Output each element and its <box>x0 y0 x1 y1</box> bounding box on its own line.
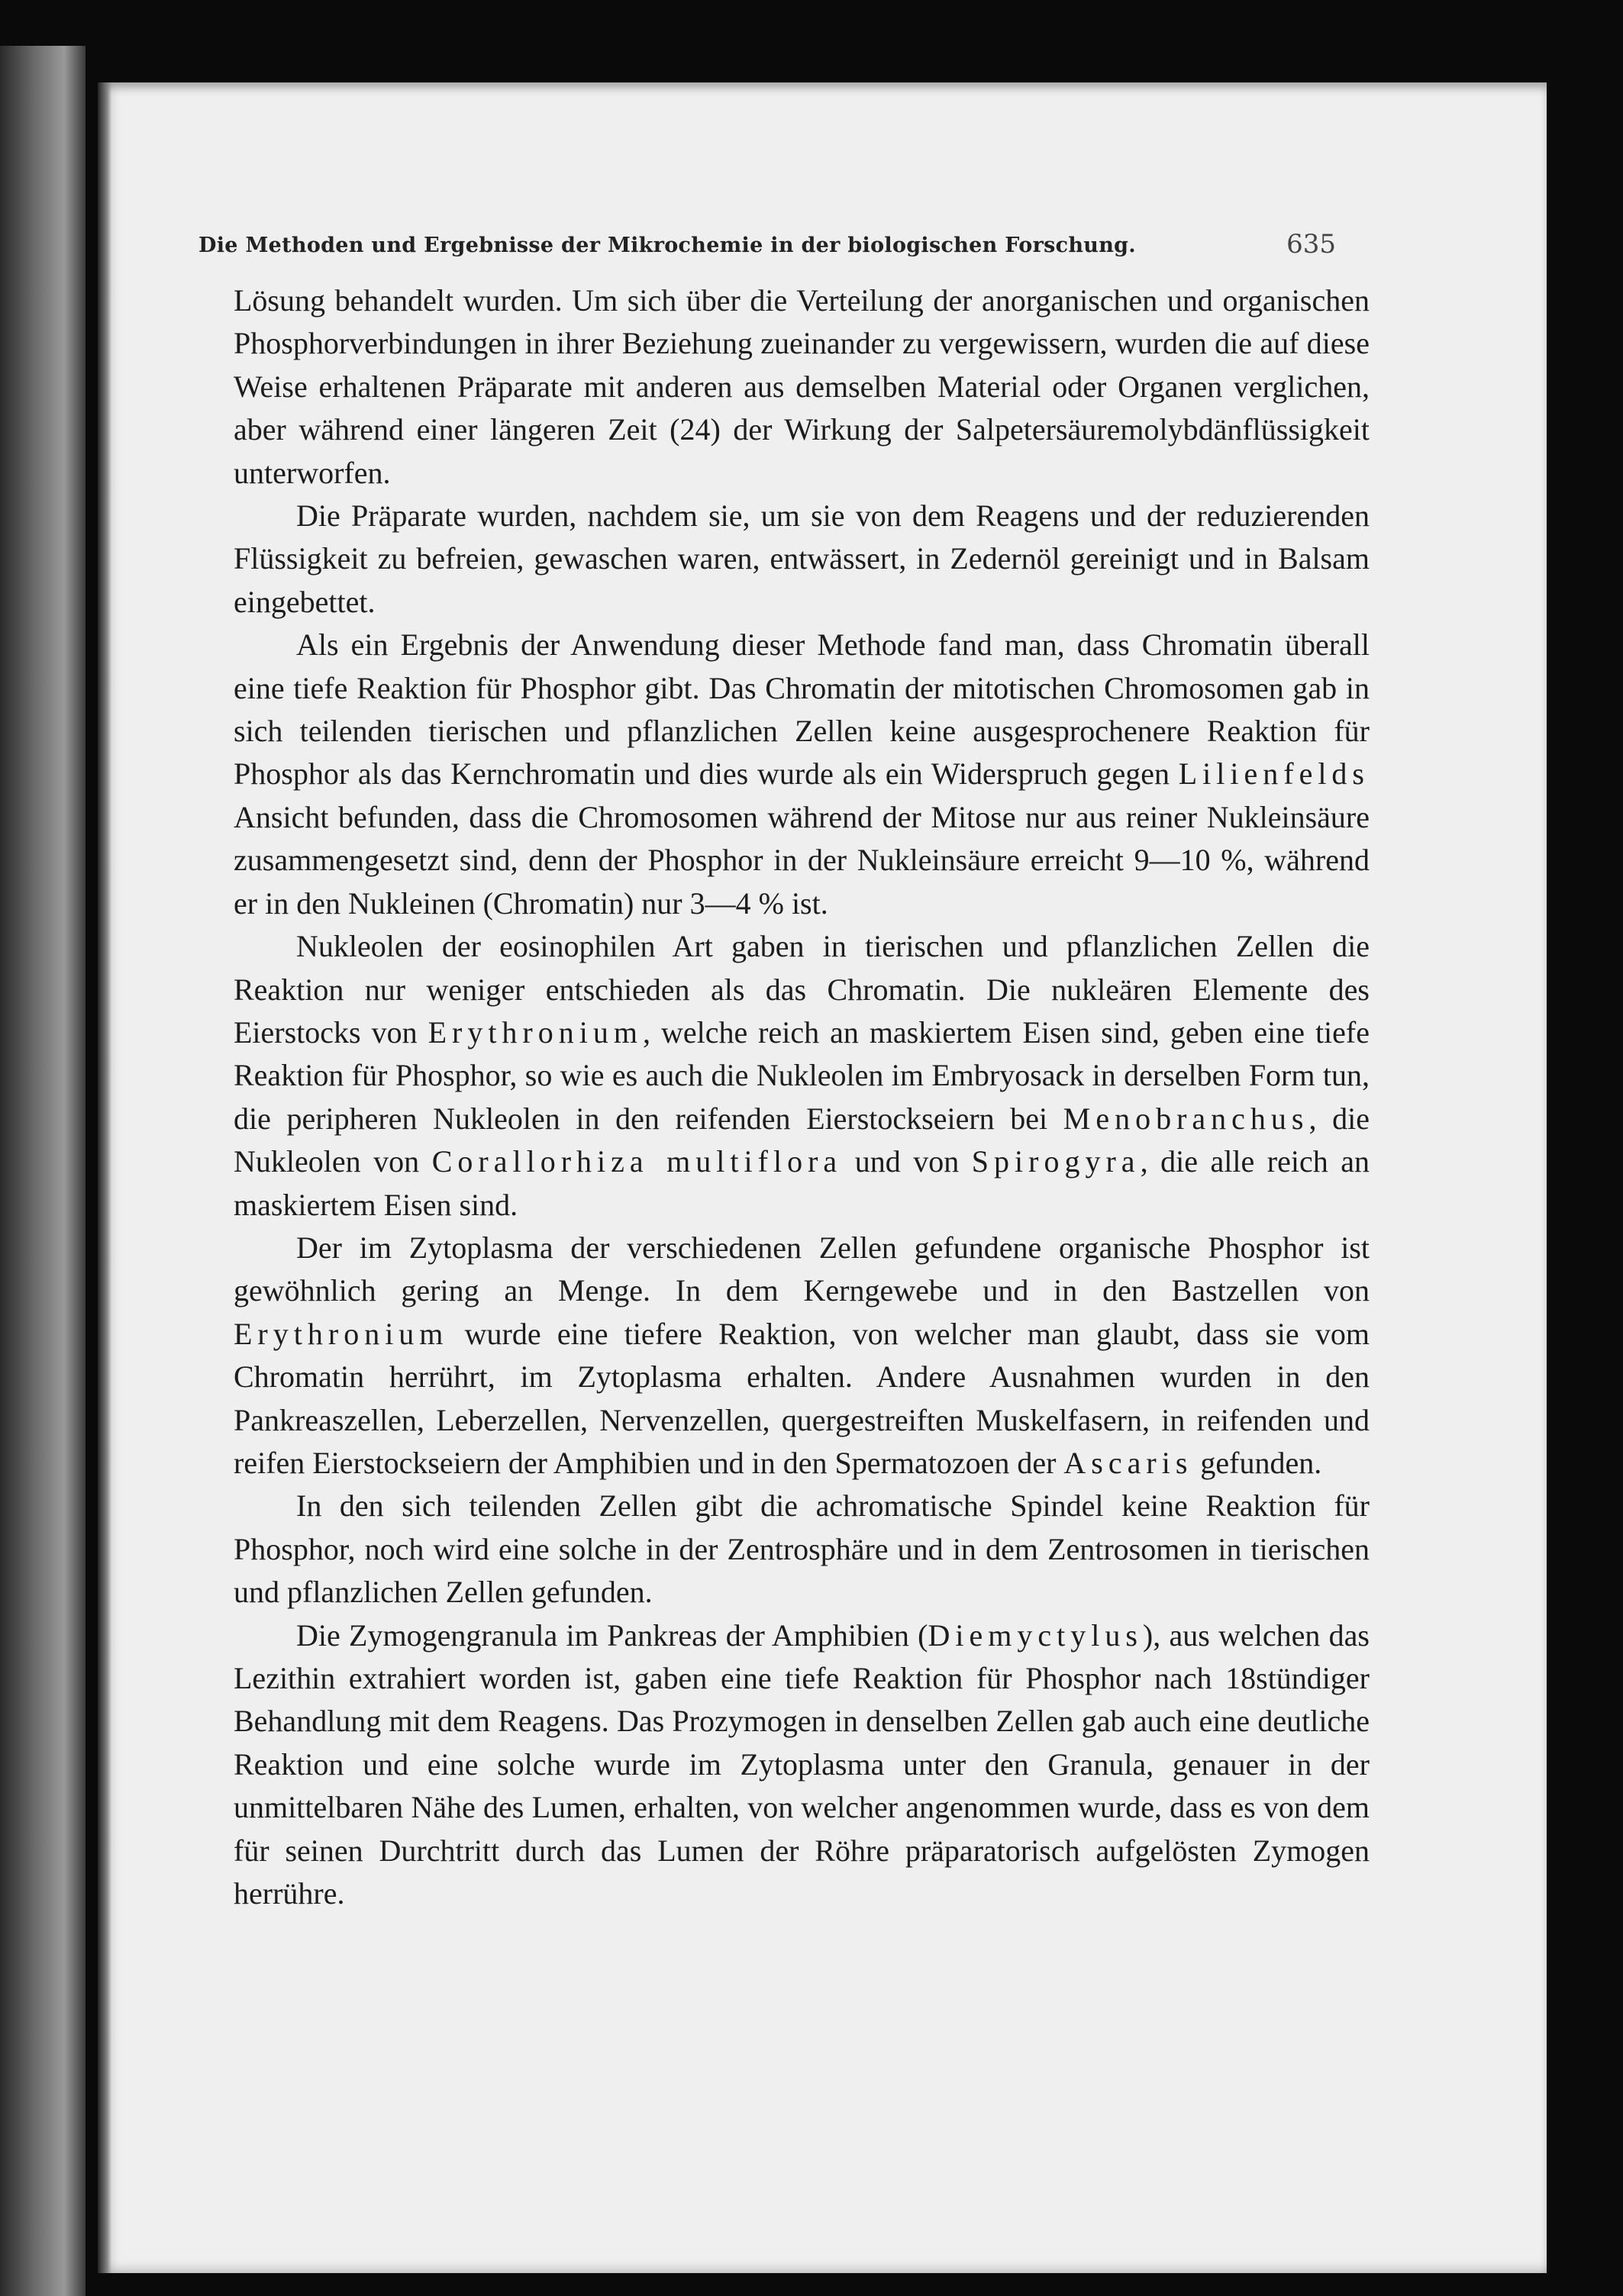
paragraph <box>234 495 1370 624</box>
paragraph-text: gefunden. <box>1192 1445 1322 1480</box>
spaced-name: Diemyctylus <box>928 1617 1143 1653</box>
paragraph-text: , die Nukleolen von <box>234 1101 1370 1179</box>
paragraph-text: Lösung behandelt wurden. Um sich über die Verteilung der anorganischen und organischen Phosphorverbindungen in ihrer Beziehung zueinander zu vergewissern, wurden die auf diese Weise erhaltenen Präparate mit anderen aus demselben Material oder Organen verglichen, aber während einer längeren Zeit (24) der Wirkung der Salpetersäuremolybdänflüssigkeit unterworfen. <box>234 283 1370 490</box>
page-header <box>198 229 1336 264</box>
paragraph-text: In den sich teilenden Zellen gibt die achromatische Spindel keine Reaktion für Phosphor, noch wird eine solche in der Zentrosphäre und in dem Zentrosomen in tierischen und pflanzlichen Zellen gefunden. <box>234 1488 1370 1610</box>
running-title: Die Methoden und Ergebnisse der Mikrochemie in der biologischen Forschung. <box>198 234 1137 257</box>
paragraph-text: ), aus welchen das Lezithin extrahiert worden ist, gaben eine tiefe Reaktion für Phosphor nach 18stündiger Behandlung mit dem Reagens. Das Prozymogen in denselben Zellen gab auch eine deutliche Reaktion und eine solche wurde im Zytoplasma unter den Granula, genauer in der unmittelbaren Nähe des Lumen, erhalten, von welcher angenommen wurde, dass es von dem für seinen Durchtritt durch das Lumen der Röhre präparatorisch aufgelösten Zymogen herrühre. <box>234 1617 1370 1911</box>
spaced-name: Menobranchus <box>1063 1101 1309 1136</box>
paragraph-text: , die alle reich an maskiertem Eisen sind. <box>234 1144 1370 1222</box>
paragraph-text: Die Präparate wurden, nachdem sie, um sie von dem Reagens und der reduzierenden Flüssigkeit zu befreien, gewaschen waren, entwässert, in Zedernöl gereinigt und in Balsam eingebettet. <box>234 498 1370 619</box>
spaced-name: Erythronium <box>428 1014 643 1050</box>
spaced-name: Corallorhiza multiflora <box>431 1144 843 1179</box>
paragraph <box>234 624 1370 925</box>
page-number: 635 <box>1286 229 1336 260</box>
paragraph-text: , welche reich an maskiertem Eisen sind, geben eine tiefe Reaktion für Phosphor, so wie es auch die Nukleolen im Embryosack in derselben Form tun, die peripheren Nukleolen in den reifenden Eierstockseiern bei <box>234 1014 1370 1136</box>
previous-page-edge <box>0 46 86 2296</box>
paragraph-text: wurde eine tiefere Reaktion, von welcher man glaubt, dass sie vom Chromatin herrührt, im Zytoplasma erhalten. Andere Ausnahmen wurden in den Pankreaszellen, Leberzellen, Nervenzellen, quergestreiften Muskelfasern, in reifenden und reifen Eierstockseiern der Amphibien und in den Spermatozoen der <box>234 1316 1370 1480</box>
spaced-name: Spirogyra <box>971 1144 1141 1179</box>
paragraph-text: Die Zymogengranula im Pankreas der Amphibien ( <box>296 1617 928 1653</box>
spaced-name: Lilienfelds <box>1178 756 1370 792</box>
paragraph-text: Als ein Ergebnis der Anwendung dieser Methode fand man, dass Chromatin überall eine tiefe Reaktion für Phosphor gibt. Das Chromatin der mitotischen Chromosomen gab in sich teilenden tierischen und pflanzlichen Zellen keine ausgesprochenere Reaktion für Phosphor als das Kernchromatin und dies wurde als ein Widerspruch gegen <box>234 627 1370 792</box>
paragraph-text: und von <box>842 1144 972 1179</box>
paragraph <box>234 279 1370 495</box>
paragraph-text: Nukleolen der eosinophilen Art gaben in tierischen und pflanzlichen Zellen die Reaktion nur weniger entschieden als das Chromatin. Die nukleären Elemente des Eierstocks von <box>234 929 1370 1050</box>
spaced-name: Erythronium <box>234 1316 449 1351</box>
paragraph-text: Der im Zytoplasma der verschiedenen Zellen gefundene organische Phosphor ist gewöhnlich gering an Menge. In dem Kerngewebe und in den Bastzellen von <box>234 1230 1370 1308</box>
paragraph <box>234 1614 1370 1916</box>
paragraph-text: Ansicht befunden, dass die Chromosomen während der Mitose nur aus reiner Nukleinsäure zusammengesetzt sind, denn der Phosphor in der Nukleinsäure erreicht 9—10 %, während er in den Nukleinen (Chromatin) nur 3—4 % ist. <box>234 799 1370 921</box>
spaced-name: Ascaris <box>1063 1445 1193 1480</box>
paragraph <box>234 1485 1370 1614</box>
body-text <box>234 279 1370 1915</box>
paragraph <box>234 1227 1370 1485</box>
paragraph <box>234 925 1370 1227</box>
